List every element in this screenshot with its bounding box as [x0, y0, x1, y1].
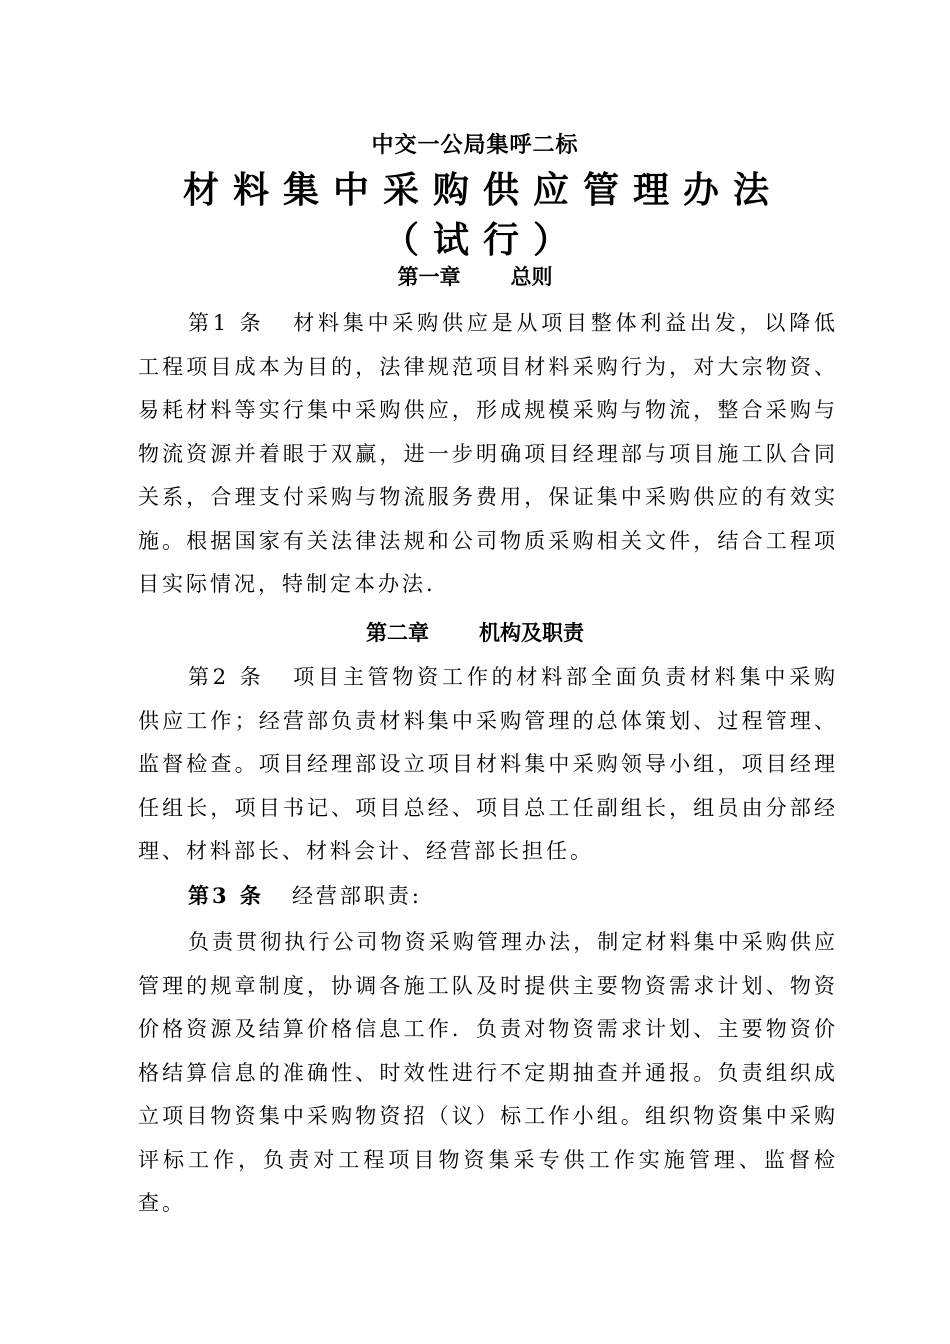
- article-3-body: 负责贯彻执行公司物资采购管理办法，制定材料集中采购供应管理的规章制度，协调各施工队及时提供主要物资需求计划、物资价格资源及结算价格信息工作．负责对物资需求计划、主要物资价格结算信息的准确性、时效性进行不定期抽查并通报。负责组织成立项目物资集中采购物资招（议）标工作小组。组织物资集中采购评标工作，负责对工程项目物资集采专供工作实施管理、监督检查。: [138, 930, 838, 1215]
- article-number: 第2 条: [188, 665, 265, 689]
- article-number: 第1 条: [188, 311, 265, 335]
- article-1: [138, 302, 838, 607]
- article-2: [138, 656, 838, 874]
- chapter-heading-2: [0, 618, 950, 648]
- article-3: [138, 874, 838, 919]
- chapter-heading-1: [0, 262, 950, 292]
- chapter-name: 机构及职责: [479, 621, 584, 645]
- chapter-number: 第二章: [366, 621, 429, 645]
- chapter-name: 总则: [510, 265, 553, 289]
- document-title: 材料集中采购供应管理办法（试行）: [182, 170, 783, 261]
- article-number: 第3 条: [188, 883, 264, 908]
- article-text: 项目主管物资工作的材料部全面负责材料集中采购供应工作；经营部负责材料集中采购管理的总体策划、过程管理、监督检查。项目经理部设立项目材料集中采购领导小组，项目经理任组长，项目书记、项目总经、项目总工任副组长，组员由分部经理、材料部长、材料会计、经营部长担任。: [138, 665, 838, 863]
- article-text: 经营部职责:: [291, 884, 423, 908]
- article-text: 材料集中采购供应是从项目整体利益出发，以降低工程项目成本为目的，法律规范项目材料采购行为，对大宗物资、易耗材料等实行集中采购供应，形成规模采购与物流，整合采购与物流资源并着眼于双赢，进一步明确项目经理部与项目施工队合同关系，合理支付采购与物流服务费用，保证集中采购供应的有效实施。根据国家有关法律法规和公司物质采购相关文件，结合工程项目实际情况，特制定本办法.: [138, 311, 838, 596]
- chapter-number: 第一章: [397, 265, 461, 289]
- document-subtitle: 中交一公局集呼二标: [371, 133, 579, 158]
